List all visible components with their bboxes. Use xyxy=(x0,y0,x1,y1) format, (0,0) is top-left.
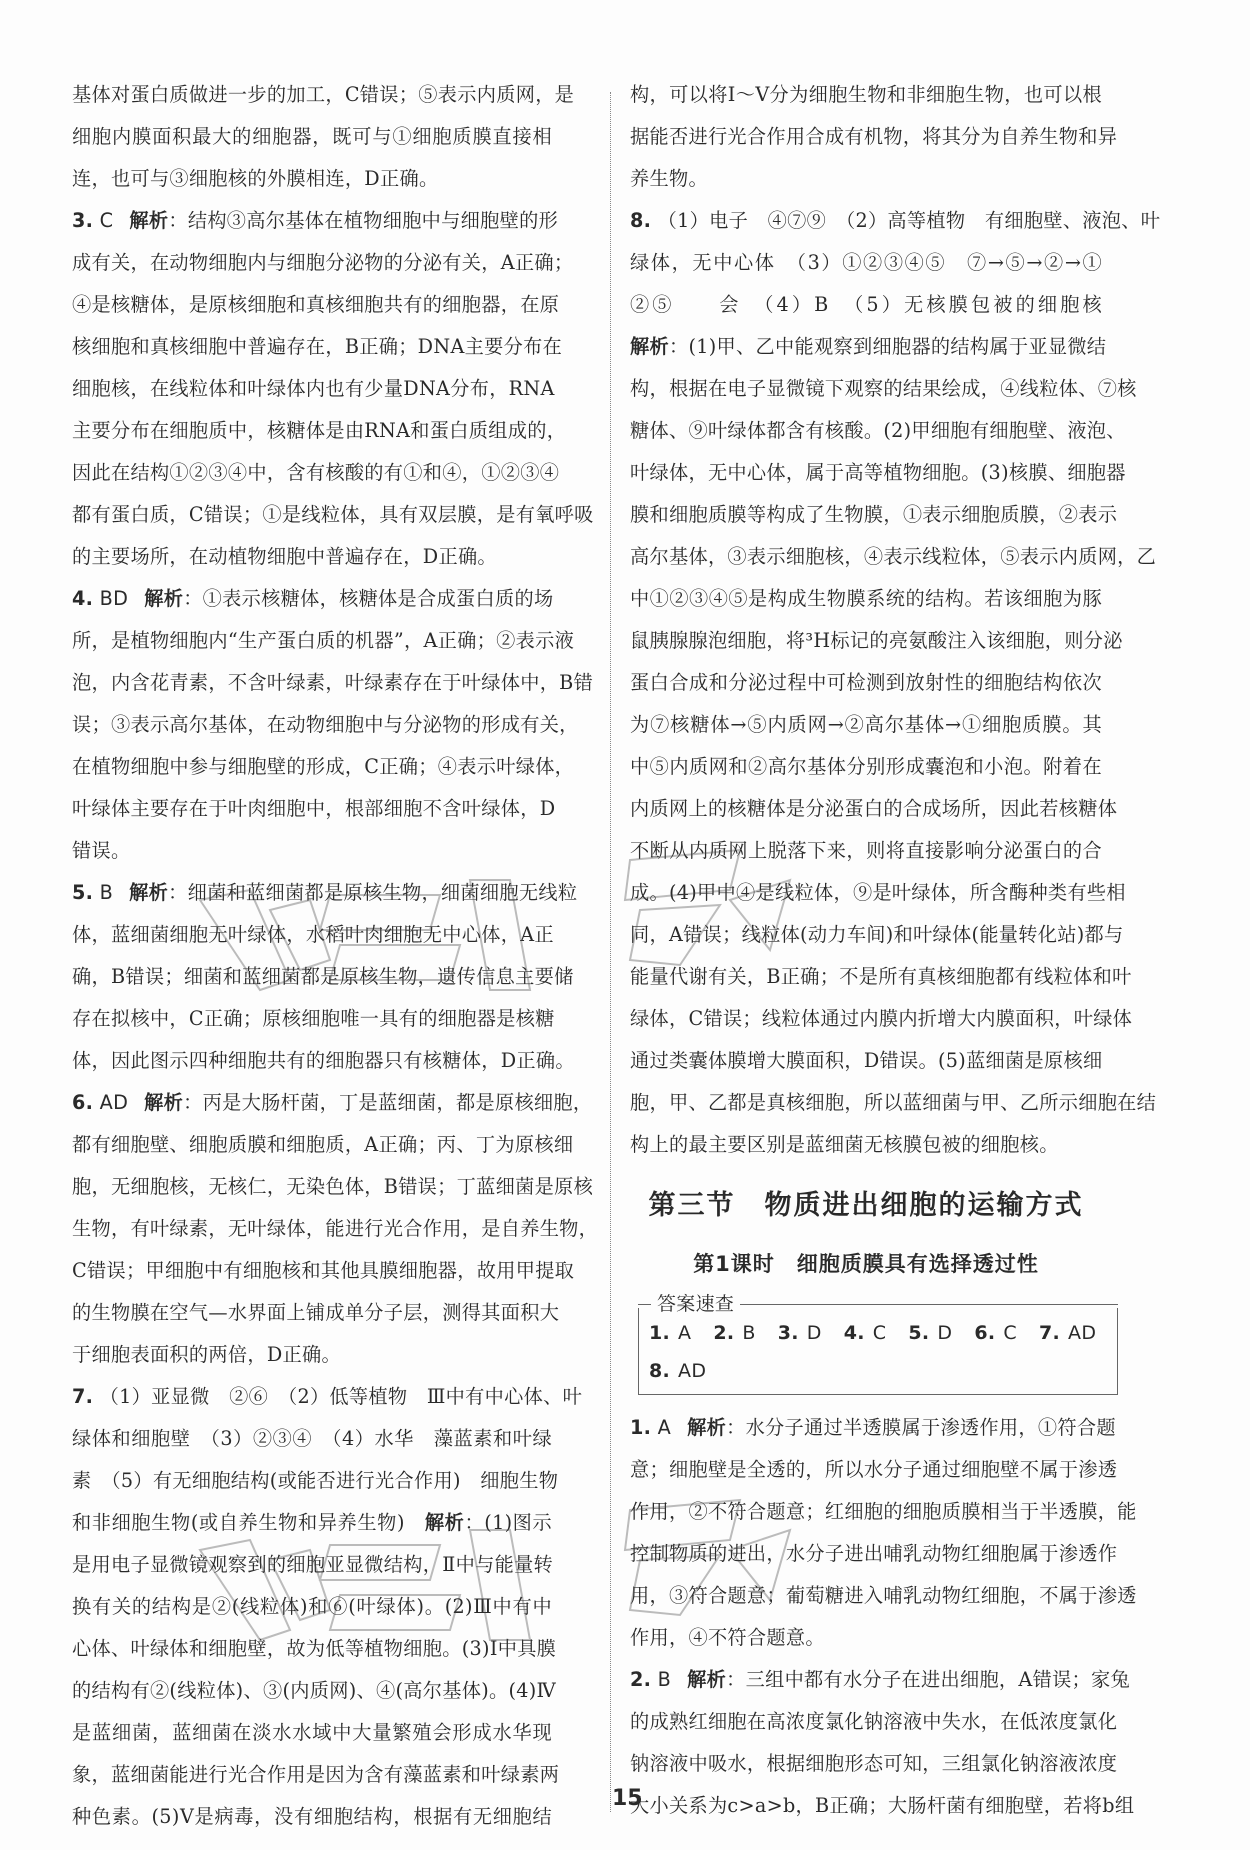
line-text: 作用，④不符合题意。 xyxy=(630,1626,825,1649)
line-text: 养生物。 xyxy=(630,167,708,190)
text-line xyxy=(72,704,579,746)
line-text: 胞，甲、乙都是真核细胞，所以蓝细菌与甲、乙所示细胞在结 xyxy=(630,1091,1157,1114)
question-number: 1. xyxy=(630,1416,652,1439)
answer-choice: B xyxy=(99,881,114,904)
quick-answer-value: A xyxy=(678,1322,692,1344)
text-line xyxy=(630,74,1102,116)
line-text: 构上的最主要区别是蓝细菌无核膜包被的细胞核。 xyxy=(630,1133,1059,1156)
text-line xyxy=(630,620,1123,662)
line-text: 象，蓝细菌能进行光合作用是因为含有藻蓝素和叶绿素两 xyxy=(72,1763,560,1786)
line-text: ：三组中都有水分子在进出细胞，A错误；家兔 xyxy=(726,1668,1131,1691)
line-text: 通过类囊体膜增大膜面积，D错误。(5)蓝细菌是原核细 xyxy=(630,1049,1103,1072)
line-text: 核细胞和真核细胞中普遍存在，B正确；DNA主要分布在 xyxy=(72,335,563,358)
line-text: 绿体，C错误；线粒体通过内膜内折增大内膜面积，叶绿体 xyxy=(630,1007,1133,1030)
text-line xyxy=(630,872,1126,914)
text-line xyxy=(630,1743,1118,1785)
analysis-label: 解析 xyxy=(144,1091,184,1114)
line-text: 用，③符合题意；葡萄糖进入哺乳动物红细胞，不属于渗透 xyxy=(630,1584,1137,1607)
line-text: 同，A错误；线粒体(动力车间)和叶绿体(能量转化站)都与 xyxy=(630,923,1124,946)
text-line xyxy=(72,998,555,1040)
line-text: C错误；甲细胞中有细胞核和其他具膜细胞器，故用甲提取 xyxy=(72,1259,575,1282)
text-line xyxy=(72,662,594,704)
section-title: 第三节 物质进出细胞的运输方式 xyxy=(648,1190,1084,1221)
text-line xyxy=(630,410,1126,452)
text-line xyxy=(630,368,1137,410)
line-text: 为⑦核糖体→⑤内质网→②高尔基体→①细胞质膜。其 xyxy=(630,713,1102,736)
quick-answer-number: 8. xyxy=(649,1360,671,1382)
line-text: 的主要场所，在动植物细胞中普遍存在，D正确。 xyxy=(72,545,497,568)
line-text: （1）电子 ④⑦⑨ （2）高等植物 有细胞壁、液泡、叶 xyxy=(657,209,1161,232)
line-text: 的生物膜在空气—水界面上铺成单分子层，测得其面积大 xyxy=(72,1301,560,1324)
quick-answer-item xyxy=(649,1322,691,1344)
analysis-label: 解析 xyxy=(144,587,184,610)
line-text: 据能否进行光合作用合成有机物，将其分为自养生物和异 xyxy=(630,125,1118,148)
quick-answer-value: C xyxy=(1003,1322,1017,1344)
answer-choice: C xyxy=(99,209,114,232)
quick-answer-value: AD xyxy=(678,1360,707,1382)
text-line xyxy=(72,536,552,578)
text-line xyxy=(72,1544,552,1586)
line-text: 蛋白合成和分泌过程中可检测到放射性的细胞结构依次 xyxy=(630,671,1102,694)
text-line xyxy=(630,1785,1135,1827)
line-text: 控制物质的进出，水分子进出哺乳动物红细胞属于渗透作 xyxy=(630,1542,1118,1565)
text-line xyxy=(72,1250,575,1292)
quick-answer-item xyxy=(713,1322,755,1344)
quick-answer-value: B xyxy=(742,1322,756,1344)
line-text: 所，是植物细胞内“生产蛋白质的机器”，A正确；②表示液 xyxy=(72,629,575,652)
line-text: 细胞内膜面积最大的细胞器，既可与①细胞质膜直接相 xyxy=(72,125,552,148)
text-line xyxy=(630,116,1118,158)
text-line xyxy=(630,158,1102,200)
line-text: 能量代谢有关，B正确；不是所有真核细胞都有线粒体和叶 xyxy=(630,965,1132,988)
text-line xyxy=(630,1449,1118,1491)
question-answer-line xyxy=(72,1082,593,1124)
quick-answer-item xyxy=(649,1360,706,1382)
lesson-title: 第1课时 细胞质膜具有选择透过性 xyxy=(693,1252,1039,1276)
line-text: 心体、叶绿体和细胞壁，故为低等植物细胞。(3)Ⅰ中具膜 xyxy=(72,1637,557,1660)
line-text: ：①表示核糖体，核糖体是合成蛋白质的场 xyxy=(183,587,554,610)
line-text: ：细菌和蓝细菌都是原核生物，细菌细胞无线粒 xyxy=(168,881,578,904)
text-line xyxy=(630,1082,1157,1124)
answer-choice: BD xyxy=(99,587,129,610)
analysis-label: 解析 xyxy=(687,1416,727,1439)
question-number: 2. xyxy=(630,1668,652,1691)
line-text: ：结构③高尔基体在植物细胞中与细胞壁的形 xyxy=(168,209,559,232)
line-text: 成有关，在动物细胞内与细胞分泌物的分泌有关，A正确； xyxy=(72,251,574,274)
quick-answer-value: D xyxy=(937,1322,953,1344)
line-text: 泡，内含花青素，不含叶绿素，叶绿素存在于叶绿体中，B错 xyxy=(72,671,594,694)
text-line xyxy=(72,830,552,872)
line-text: 体，因此图示四种细胞共有的细胞器只有核糖体，D正确。 xyxy=(72,1049,575,1072)
question-answer-line xyxy=(72,872,578,914)
text-line xyxy=(630,1124,1102,1166)
text-line xyxy=(72,326,563,368)
question-number: 8. xyxy=(630,209,652,232)
answer-choice: A xyxy=(657,1416,672,1439)
text-line xyxy=(630,704,1102,746)
line-text: 胞，无细胞核，无核仁，无染色体，B错误；丁蓝细菌是原核 xyxy=(72,1175,594,1198)
line-text: 膜和细胞质膜等构成了生物膜，①表示细胞质膜，②表示 xyxy=(630,503,1118,526)
text-line xyxy=(72,1754,560,1796)
text-line xyxy=(630,1575,1137,1617)
text-line xyxy=(72,1040,575,1082)
question-number: 7. xyxy=(72,1385,94,1408)
line-text: 的结构有②(线粒体)、③(内质网)、④(高尔基体)。(4)Ⅳ xyxy=(72,1679,557,1702)
quick-answer-number: 5. xyxy=(908,1322,930,1344)
text-line xyxy=(72,1334,552,1376)
text-line xyxy=(630,998,1133,1040)
text-line xyxy=(630,1491,1137,1533)
line-text: ：水分子通过半透膜属于渗透作用，①符合题 xyxy=(726,1416,1116,1439)
text-line xyxy=(630,284,1102,326)
line-text: 换有关的结构是②(线粒体)和⑥(叶绿体)。(2)Ⅲ中有中 xyxy=(72,1595,552,1618)
text-line xyxy=(72,746,575,788)
answer-choice: B xyxy=(657,1668,672,1691)
left-column xyxy=(72,74,599,1838)
question-answer-line xyxy=(72,1376,583,1418)
line-text: 和非细胞生物(或自养生物和异养生物) xyxy=(72,1511,405,1534)
line-text: ：(1)图示 xyxy=(464,1511,552,1534)
quick-answers-row xyxy=(649,1352,1107,1390)
text-line xyxy=(630,662,1102,704)
line-text: 内质网上的核糖体是分泌蛋白的合成场所，因此若核糖体 xyxy=(630,797,1118,820)
question-answer-line xyxy=(630,1659,1131,1701)
text-line xyxy=(72,1502,552,1544)
line-text: 误；③表示高尔基体，在动物细胞中与分泌物的形成有关， xyxy=(72,713,579,736)
text-line xyxy=(72,1292,560,1334)
question-number: 3. xyxy=(72,209,94,232)
text-line xyxy=(72,1418,552,1460)
text-line xyxy=(72,368,555,410)
line-text: 中①②③④⑤是构成生物膜系统的结构。若该细胞为豚 xyxy=(630,587,1102,610)
page-number: 15 xyxy=(612,1786,643,1811)
text-line xyxy=(72,1208,599,1250)
analysis-label: 解析 xyxy=(129,881,169,904)
text-line xyxy=(72,1670,557,1712)
line-text: ：(1)甲、乙中能观察到细胞器的结构属于亚显微结 xyxy=(668,335,1107,358)
text-line xyxy=(72,158,552,200)
quick-answers-legend: 答案速查 xyxy=(651,1292,740,1316)
quick-answer-item xyxy=(844,1322,887,1344)
text-line xyxy=(72,1586,552,1628)
line-text: 叶绿体主要存在于叶肉细胞中，根部细胞不含叶绿体，D xyxy=(72,797,556,820)
line-text: 于细胞表面积的两倍，D正确。 xyxy=(72,1343,342,1366)
line-text: 大小关系为c>a>b，B正确；大肠杆菌有细胞壁，若将b组 xyxy=(630,1794,1135,1817)
analysis-label: 解析 xyxy=(424,1511,465,1534)
text-line xyxy=(72,956,574,998)
question-number: 4. xyxy=(72,587,94,610)
line-text: 高尔基体，③表示细胞核，④表示线粒体，⑤表示内质网，乙 xyxy=(630,545,1157,568)
answer-choice: AD xyxy=(99,1091,129,1114)
answer-explanations-continued xyxy=(630,74,1161,1166)
text-line xyxy=(630,578,1102,620)
line-text: 构，可以将Ⅰ～Ⅴ分为细胞生物和非细胞生物，也可以根 xyxy=(630,83,1102,106)
line-text: 基体对蛋白质做进一步的加工，C错误；⑤表示内质网，是 xyxy=(72,83,575,106)
text-line xyxy=(72,788,556,830)
line-text: 作用，②不符合题意；红细胞的细胞质膜相当于半透膜，能 xyxy=(630,1500,1137,1523)
line-text: 因此在结构①②③④中，含有核酸的有①和④，①②③④ xyxy=(72,461,560,484)
text-line xyxy=(630,242,1102,284)
line-text: 绿体，无中心体 （3）①②③④⑤ ⑦→⑤→②→① xyxy=(630,251,1102,274)
line-text: 的成熟红细胞在高浓度氯化钠溶液中失水，在低浓度氯化 xyxy=(630,1710,1118,1733)
quick-answer-value: C xyxy=(872,1322,887,1344)
line-text: 在植物细胞中参与细胞壁的形成，C正确；④表示叶绿体， xyxy=(72,755,575,778)
line-text: 构，根据在电子显微镜下观察的结果绘成，④线粒体、⑦核 xyxy=(630,377,1137,400)
line-text: 存在拟核中，C正确；原核细胞唯一具有的细胞器是核糖 xyxy=(72,1007,555,1030)
quick-answer-number: 4. xyxy=(843,1322,865,1344)
line-text: 都有细胞壁、细胞质膜和细胞质，A正确；丙、丁为原核细 xyxy=(72,1133,574,1156)
line-text: 叶绿体，无中心体，属于高等植物细胞。(3)核膜、细胞器 xyxy=(630,461,1126,484)
text-line xyxy=(72,242,574,284)
text-line xyxy=(72,74,575,116)
line-text: （1）亚显微 ②⑥ （2）低等植物 Ⅲ中有中心体、叶 xyxy=(99,1385,583,1408)
quick-answer-value: AD xyxy=(1068,1322,1097,1344)
text-line xyxy=(72,1124,574,1166)
line-text: 糖体、⑨叶绿体都含有核酸。(2)甲细胞有细胞壁、液泡、 xyxy=(630,419,1126,442)
text-line xyxy=(72,284,560,326)
text-line xyxy=(72,1712,552,1754)
line-text: 成。(4)甲中④是线粒体，⑨是叶绿体，所含酶种类有些相 xyxy=(630,881,1126,904)
line-text: 是蓝细菌，蓝细菌在淡水水域中大量繁殖会形成水华现 xyxy=(72,1721,552,1744)
text-line xyxy=(630,494,1118,536)
text-line xyxy=(630,830,1102,872)
text-line xyxy=(72,410,567,452)
quick-answer-value: D xyxy=(806,1322,822,1344)
line-text: 错误。 xyxy=(72,839,131,862)
analysis-label: 解析 xyxy=(687,1668,727,1691)
text-line xyxy=(630,452,1126,494)
text-line xyxy=(630,536,1157,578)
question-answer-line xyxy=(72,200,559,242)
line-text: ：丙是大肠杆菌，丁是蓝细菌，都是原核细胞， xyxy=(183,1091,593,1114)
quick-answer-item xyxy=(1039,1322,1096,1344)
text-line xyxy=(630,1040,1102,1082)
question-answer-line xyxy=(630,1407,1116,1449)
text-line xyxy=(630,914,1124,956)
line-text: 中⑤内质网和②高尔基体分别形成囊泡和小泡。附着在 xyxy=(630,755,1102,778)
analysis-label: 解析 xyxy=(129,209,169,232)
line-text: ②⑤ 会 （4）B （5）无核膜包被的细胞核 xyxy=(630,293,1102,316)
text-line xyxy=(72,116,552,158)
right-column xyxy=(630,74,1161,1827)
text-line xyxy=(72,620,575,662)
line-text: 意；细胞壁是全透的，所以水分子通过细胞壁不属于渗透 xyxy=(630,1458,1118,1481)
column-divider xyxy=(610,92,611,1812)
line-text: 细胞核，在线粒体和叶绿体内也有少量DNA分布，RNA xyxy=(72,377,555,400)
question-number: 6. xyxy=(72,1091,94,1114)
quick-answer-number: 7. xyxy=(1038,1322,1061,1344)
quick-answer-number: 1. xyxy=(649,1322,671,1344)
line-text: 生物，有叶绿素，无叶绿体，能进行光合作用，是自养生物， xyxy=(72,1217,599,1240)
text-line xyxy=(72,1460,559,1502)
quick-answer-number: 3. xyxy=(777,1322,799,1344)
line-text: 钠溶液中吸水，根据细胞形态可知，三组氯化钠溶液浓度 xyxy=(630,1752,1118,1775)
text-line xyxy=(72,494,594,536)
text-line xyxy=(630,788,1118,830)
text-line xyxy=(630,326,1107,368)
quick-answers-row xyxy=(649,1314,1107,1352)
line-text: 连，也可与③细胞核的外膜相连，D正确。 xyxy=(72,167,439,190)
text-line xyxy=(72,1166,594,1208)
lesson-answer-explanations xyxy=(630,1407,1137,1827)
question-answer-line xyxy=(630,200,1161,242)
text-line xyxy=(630,746,1102,788)
line-text: 种色素。(5)Ⅴ是病毒，没有细胞结构，根据有无细胞结 xyxy=(72,1805,552,1828)
line-text: 体，蓝细菌细胞无叶绿体，水稻叶肉细胞无中心体，A正 xyxy=(72,923,554,946)
line-text: 是用电子显微镜观察到的细胞亚显微结构，Ⅱ中与能量转 xyxy=(72,1553,554,1576)
quick-answer-number: 6. xyxy=(974,1322,996,1344)
question-number: 5. xyxy=(72,881,94,904)
line-text: 确，B错误；细菌和蓝细菌都是原核生物，遗传信息主要储 xyxy=(72,965,574,988)
text-line xyxy=(630,1701,1118,1743)
quick-answers-box xyxy=(638,1293,1118,1395)
line-text: 主要分布在细胞质中，核糖体是由RNA和蛋白质组成的， xyxy=(72,419,567,442)
text-line xyxy=(72,452,560,494)
text-line xyxy=(630,956,1132,998)
text-line xyxy=(630,1617,1102,1659)
line-text: 都有蛋白质，C错误；①是线粒体，具有双层膜，是有氧呼吸 xyxy=(72,503,594,526)
text-line xyxy=(72,1796,552,1838)
text-line xyxy=(630,1533,1118,1575)
line-text: 不断从内质网上脱落下来，则将直接影响分泌蛋白的合 xyxy=(630,839,1102,862)
line-text: ④是核糖体，是原核细胞和真核细胞共有的细胞器，在原 xyxy=(72,293,560,316)
quick-answer-item xyxy=(908,1322,952,1344)
text-line xyxy=(72,1628,557,1670)
quick-answer-item xyxy=(974,1322,1017,1344)
quick-answer-item xyxy=(778,1322,822,1344)
text-line xyxy=(72,914,552,956)
question-answer-line xyxy=(72,578,552,620)
analysis-label: 解析 xyxy=(630,335,669,358)
quick-answer-number: 2. xyxy=(713,1322,735,1344)
line-text: 绿体和细胞壁 （3）②③④ （4）水华 藻蓝素和叶绿 xyxy=(72,1427,552,1450)
line-text: 鼠胰腺腺泡细胞，将³H标记的亮氨酸注入该细胞，则分泌 xyxy=(630,629,1123,652)
line-text: 素 （5）有无细胞结构(或能否进行光合作用) 细胞生物 xyxy=(72,1469,559,1492)
